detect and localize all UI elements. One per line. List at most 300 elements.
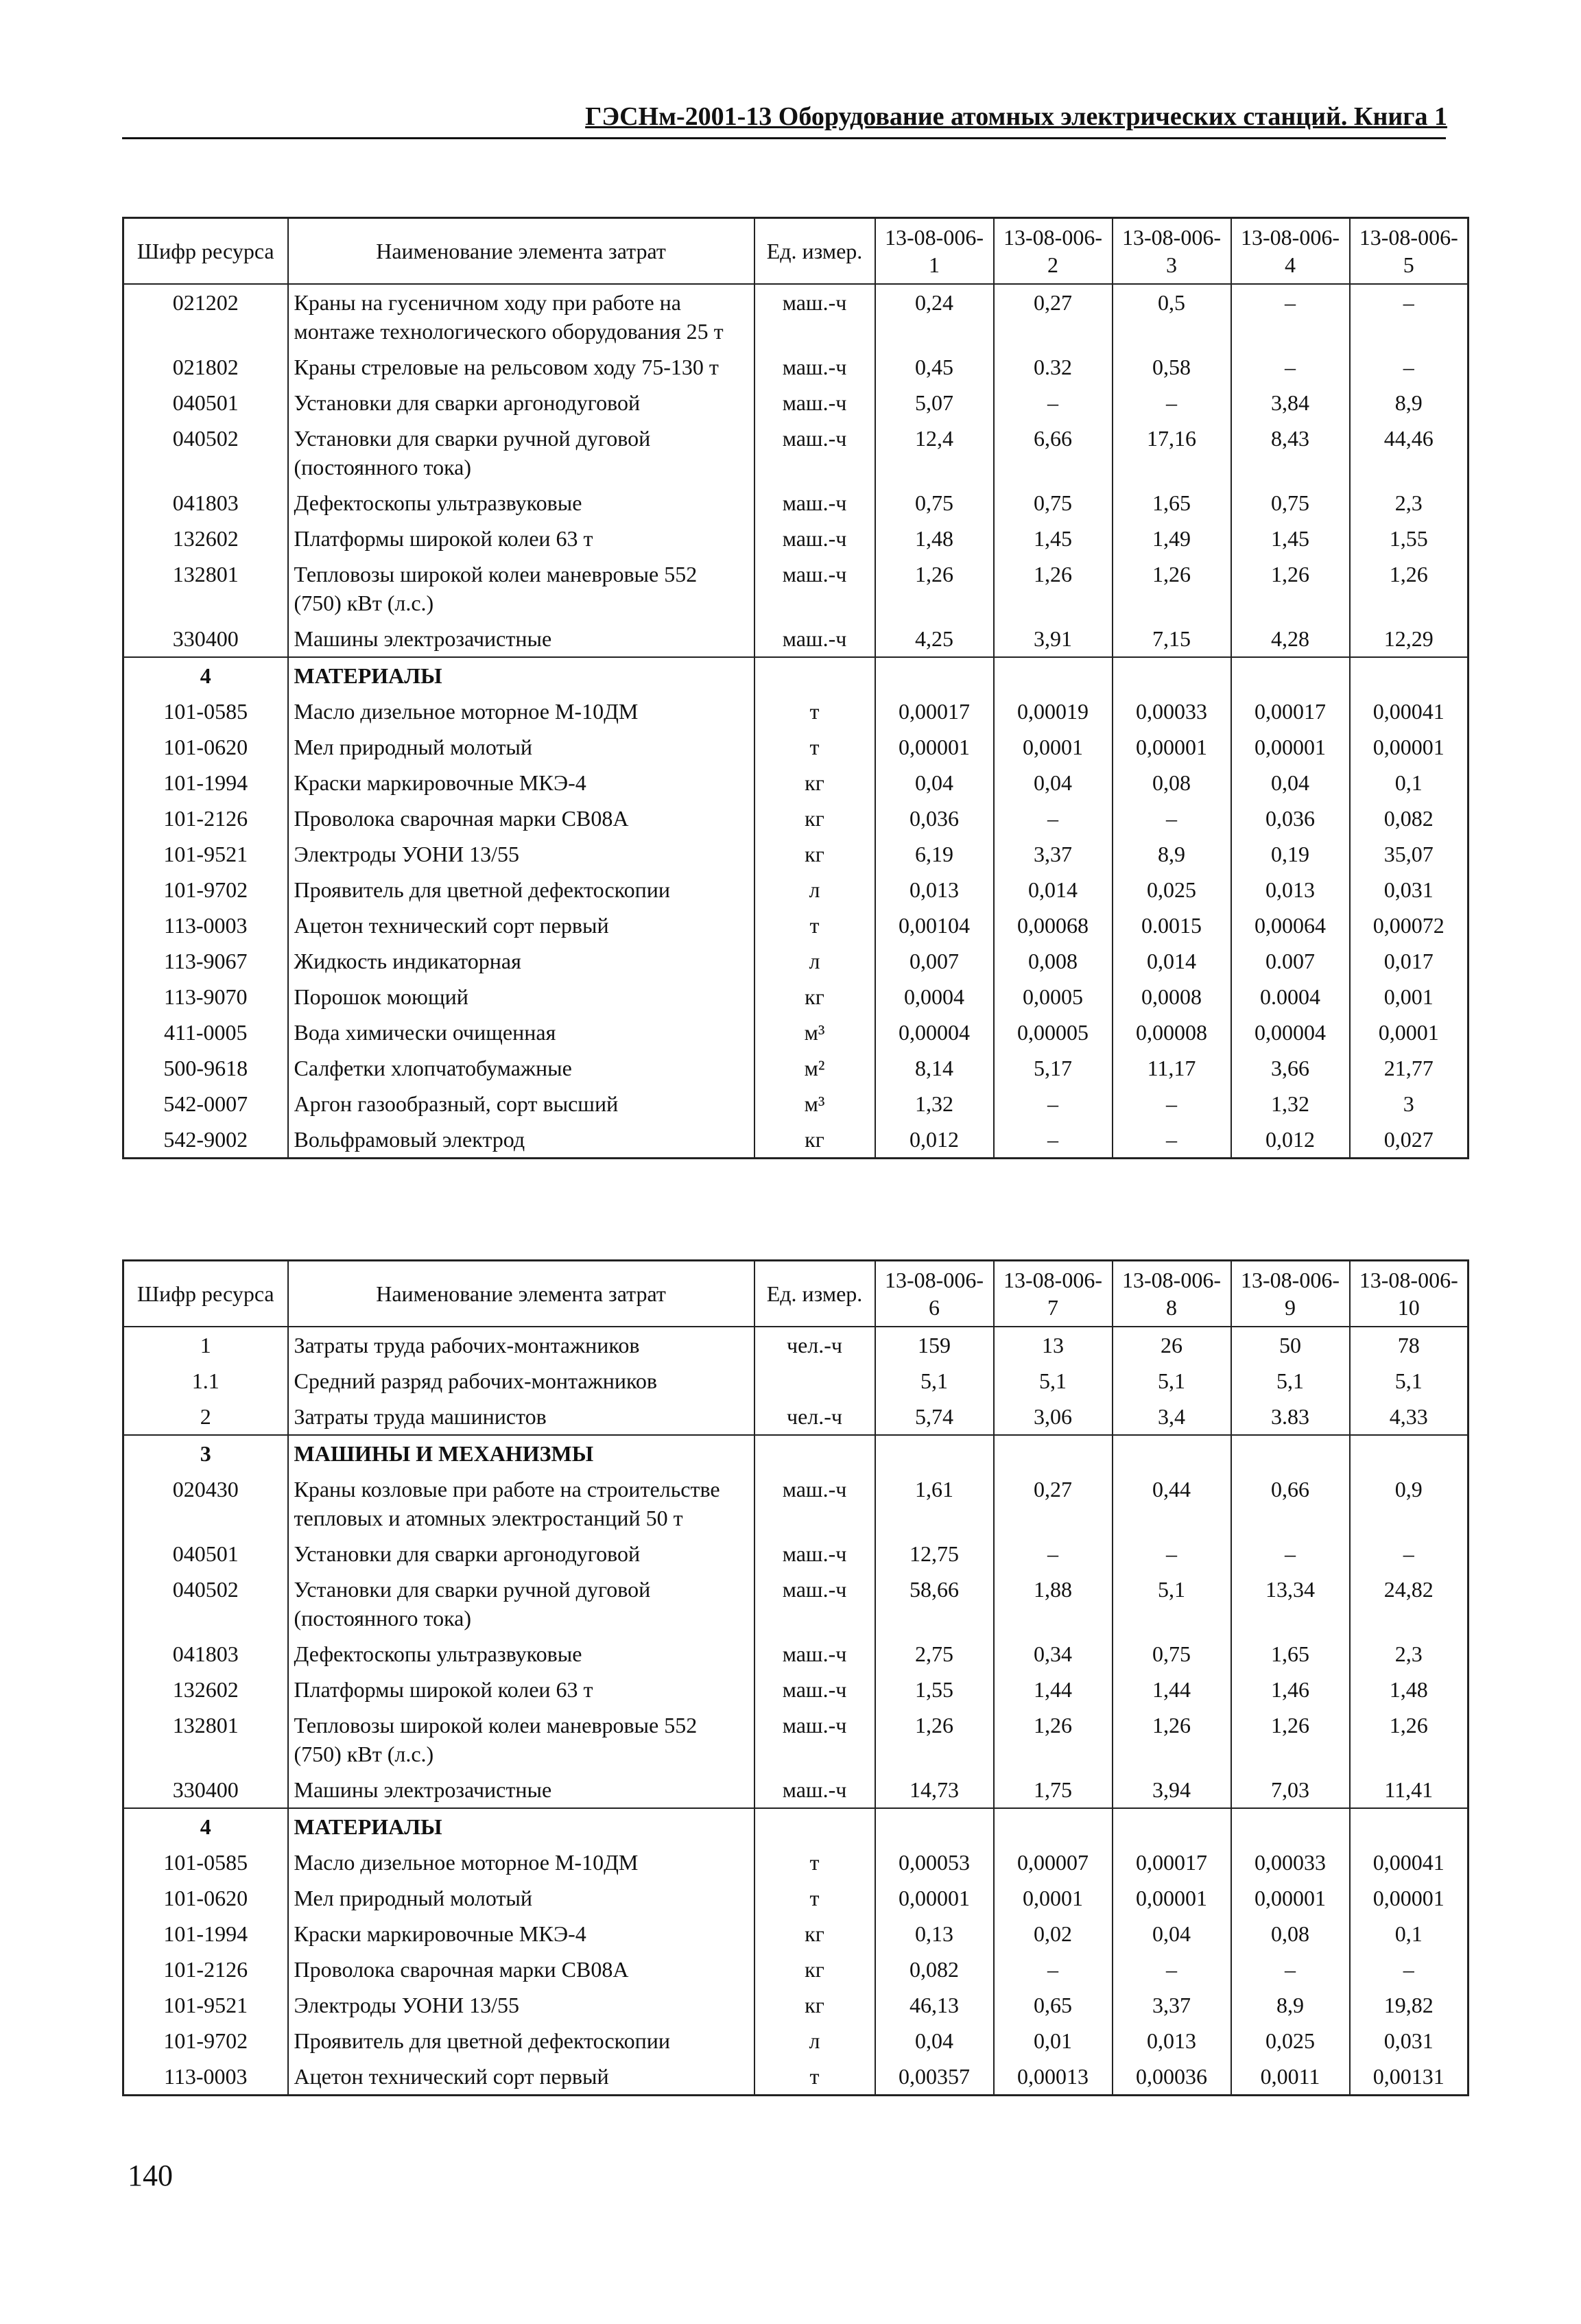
table-row: [123, 1916, 1469, 1952]
value-cell: 1,26: [1231, 1707, 1350, 1772]
table-row: [123, 621, 1469, 657]
resource-code: 101-2126: [123, 1952, 288, 1987]
cost-element-name: Установки для сварки аргонодуговой: [288, 385, 754, 420]
value-cell: 0,0011: [1231, 2059, 1350, 2096]
table-row: [123, 801, 1469, 836]
column-header: Наименование элемента затрат: [288, 218, 754, 285]
value-cell: 3,37: [994, 836, 1113, 872]
value-cell: 0,00131: [1350, 2059, 1469, 2096]
value-cell: 0,04: [875, 2023, 994, 2059]
value-cell: 1,61: [875, 1471, 994, 1536]
unit-cell: маш.-ч: [754, 385, 875, 420]
value-cell: 4,25: [875, 621, 994, 657]
value-cell: 0,00001: [1113, 729, 1231, 765]
value-cell: 0,00001: [1231, 1880, 1350, 1916]
table-body: [123, 1327, 1469, 2096]
value-cell: 44,46: [1350, 420, 1469, 485]
column-header: Ед. измер.: [754, 218, 875, 285]
value-cell: 0.0004: [1231, 979, 1350, 1015]
resource-code: 4: [123, 657, 288, 693]
value-cell: 0,0001: [1350, 1015, 1469, 1050]
value-cell: –: [1113, 801, 1231, 836]
table-row: [123, 1672, 1469, 1707]
column-header: 13-08-006-2: [994, 218, 1113, 285]
resource-code: 021802: [123, 349, 288, 385]
value-cell: 0,00064: [1231, 908, 1350, 943]
table-row: [123, 1707, 1469, 1772]
page-title: ГЭСНм-2001-13 Оборудование атомных электрических станций. Книга 1: [585, 102, 1447, 131]
value-cell: 0,012: [1231, 1122, 1350, 1159]
value-cell: 0,082: [875, 1952, 994, 1987]
value-cell: 4,33: [1350, 1399, 1469, 1435]
value-cell: 1,55: [875, 1672, 994, 1707]
cost-element-name: Краны стреловые на рельсовом ходу 75-130 т: [288, 349, 754, 385]
column-header: Наименование элемента затрат: [288, 1261, 754, 1327]
value-cell: 58,66: [875, 1572, 994, 1636]
unit-cell: чел.-ч: [754, 1327, 875, 1363]
value-cell: 5,1: [1231, 1363, 1350, 1399]
resource-code: 101-0620: [123, 1880, 288, 1916]
value-cell: 1,45: [994, 521, 1113, 556]
value-cell: [1113, 657, 1231, 693]
value-cell: 0,00005: [994, 1015, 1113, 1050]
value-cell: 0,1: [1350, 1916, 1469, 1952]
value-cell: 0,00004: [875, 1015, 994, 1050]
value-cell: 0,00004: [1231, 1015, 1350, 1050]
column-header: 13-08-006-1: [875, 218, 994, 285]
value-cell: 0,0001: [994, 729, 1113, 765]
value-cell: 3,66: [1231, 1050, 1350, 1086]
value-cell: 1,88: [994, 1572, 1113, 1636]
column-header: 13-08-006-6: [875, 1261, 994, 1327]
title-rule: [122, 137, 1446, 139]
cost-element-name: Краски маркировочные МКЭ-4: [288, 1916, 754, 1952]
value-cell: [1231, 1435, 1350, 1471]
value-cell: 0,00104: [875, 908, 994, 943]
column-header: 13-08-006-4: [1231, 218, 1350, 285]
value-cell: 0,025: [1231, 2023, 1350, 2059]
value-cell: 3,4: [1113, 1399, 1231, 1435]
value-cell: 0,75: [875, 485, 994, 521]
value-cell: –: [994, 801, 1113, 836]
resource-code: 542-9002: [123, 1122, 288, 1159]
value-cell: 3,84: [1231, 385, 1350, 420]
page-number: 140: [128, 2159, 173, 2192]
unit-cell: [754, 1435, 875, 1471]
value-cell: 0,00013: [994, 2059, 1113, 2096]
cost-element-name: Аргон газообразный, сорт высший: [288, 1086, 754, 1122]
cost-element-name: Тепловозы широкой колеи маневровые 552 (750) кВт (л.с.): [288, 556, 754, 621]
value-cell: 5,1: [994, 1363, 1113, 1399]
value-cell: 3: [1350, 1086, 1469, 1122]
value-cell: 1,26: [1350, 1707, 1469, 1772]
value-cell: 0,00008: [1113, 1015, 1231, 1050]
value-cell: 8,9: [1113, 836, 1231, 872]
value-cell: 1,49: [1113, 521, 1231, 556]
table-row: [123, 765, 1469, 801]
value-cell: 0,04: [875, 765, 994, 801]
value-cell: 0,00357: [875, 2059, 994, 2096]
cost-element-name: Мел природный молотый: [288, 729, 754, 765]
resource-code: 3: [123, 1435, 288, 1471]
value-cell: 3,06: [994, 1399, 1113, 1435]
value-cell: 13: [994, 1327, 1113, 1363]
value-cell: 1,26: [875, 556, 994, 621]
value-cell: 0,08: [1231, 1916, 1350, 1952]
unit-cell: т: [754, 908, 875, 943]
value-cell: 0,65: [994, 1987, 1113, 2023]
value-cell: 12,29: [1350, 621, 1469, 657]
cost-element-name: Дефектоскопы ультразвуковые: [288, 1636, 754, 1672]
value-cell: 5,07: [875, 385, 994, 420]
table-row: [123, 1845, 1469, 1880]
value-cell: 1,48: [1350, 1672, 1469, 1707]
value-cell: 0,34: [994, 1636, 1113, 1672]
value-cell: 0,9: [1350, 1471, 1469, 1536]
column-header: Шифр ресурса: [123, 218, 288, 285]
resource-code: 101-9702: [123, 2023, 288, 2059]
value-cell: –: [994, 1536, 1113, 1572]
value-cell: 50: [1231, 1327, 1350, 1363]
value-cell: 1,46: [1231, 1672, 1350, 1707]
resource-code: 500-9618: [123, 1050, 288, 1086]
value-cell: 0,082: [1350, 801, 1469, 836]
value-cell: 0,025: [1113, 872, 1231, 908]
cost-element-name: Установки для сварки ручной дуговой (постоянного тока): [288, 420, 754, 485]
value-cell: 1,26: [1113, 556, 1231, 621]
value-cell: [875, 657, 994, 693]
cost-element-name: Средний разряд рабочих-монтажников: [288, 1363, 754, 1399]
value-cell: 1,55: [1350, 521, 1469, 556]
value-cell: 0,012: [875, 1122, 994, 1159]
resource-code: 411-0005: [123, 1015, 288, 1050]
value-cell: 0,036: [1231, 801, 1350, 836]
resource-table-1: [122, 217, 1469, 1159]
cost-element-name: Ацетон технический сорт первый: [288, 2059, 754, 2096]
table-row: [123, 2023, 1469, 2059]
cost-element-name: Вода химически очищенная: [288, 1015, 754, 1050]
value-cell: [875, 1435, 994, 1471]
cost-element-name: Платформы широкой колеи 63 т: [288, 521, 754, 556]
value-cell: 0,45: [875, 349, 994, 385]
value-cell: 0,04: [1231, 765, 1350, 801]
unit-cell: кг: [754, 1122, 875, 1159]
table-row: [123, 729, 1469, 765]
value-cell: 0,00007: [994, 1845, 1113, 1880]
value-cell: 0,04: [994, 765, 1113, 801]
value-cell: 5,1: [1113, 1572, 1231, 1636]
value-cell: 12,75: [875, 1536, 994, 1572]
value-cell: 1,26: [994, 556, 1113, 621]
value-cell: 0,58: [1113, 349, 1231, 385]
value-cell: 5,1: [1113, 1363, 1231, 1399]
value-cell: 0,014: [1113, 943, 1231, 979]
table-row: [123, 1015, 1469, 1050]
resource-code: 101-0620: [123, 729, 288, 765]
table-row: [123, 1050, 1469, 1086]
resource-code: 132801: [123, 556, 288, 621]
table-row: [123, 2059, 1469, 2096]
unit-cell: т: [754, 1845, 875, 1880]
value-cell: –: [1113, 1086, 1231, 1122]
unit-cell: [754, 657, 875, 693]
value-cell: –: [1231, 1536, 1350, 1572]
value-cell: 8,9: [1350, 385, 1469, 420]
resource-table-2: [122, 1259, 1469, 2096]
value-cell: [1113, 1808, 1231, 1845]
unit-cell: л: [754, 2023, 875, 2059]
value-cell: 17,16: [1113, 420, 1231, 485]
value-cell: 7,15: [1113, 621, 1231, 657]
unit-cell: маш.-ч: [754, 1707, 875, 1772]
cost-element-name: Затраты труда рабочих-монтажников: [288, 1327, 754, 1363]
value-cell: 1,32: [875, 1086, 994, 1122]
value-cell: 0,44: [1113, 1471, 1231, 1536]
value-cell: 0,5: [1113, 284, 1231, 349]
value-cell: 0,031: [1350, 872, 1469, 908]
unit-cell: кг: [754, 1987, 875, 2023]
value-cell: 6,19: [875, 836, 994, 872]
resource-code: 020430: [123, 1471, 288, 1536]
unit-cell: кг: [754, 765, 875, 801]
value-cell: 13,34: [1231, 1572, 1350, 1636]
value-cell: [1231, 657, 1350, 693]
column-header: 13-08-006-5: [1350, 218, 1469, 285]
resource-code: 113-0003: [123, 908, 288, 943]
value-cell: 0,027: [1350, 1122, 1469, 1159]
value-cell: 0,00001: [1231, 729, 1350, 765]
table-row: [123, 1399, 1469, 1435]
resource-code: 113-9067: [123, 943, 288, 979]
table-row: [123, 521, 1469, 556]
table-row: [123, 1636, 1469, 1672]
unit-cell: [754, 1363, 875, 1399]
table-row: [123, 1536, 1469, 1572]
value-cell: 0,014: [994, 872, 1113, 908]
value-cell: 0,27: [994, 284, 1113, 349]
value-cell: 5,1: [875, 1363, 994, 1399]
value-cell: 5,1: [1350, 1363, 1469, 1399]
value-cell: 0,27: [994, 1471, 1113, 1536]
value-cell: 3,37: [1113, 1987, 1231, 2023]
value-cell: 0,00001: [875, 1880, 994, 1916]
table-row: [123, 420, 1469, 485]
cost-element-name: Тепловозы широкой колеи маневровые 552 (750) кВт (л.с.): [288, 1707, 754, 1772]
value-cell: 7,03: [1231, 1772, 1350, 1808]
value-cell: –: [1113, 1536, 1231, 1572]
column-header: 13-08-006-10: [1350, 1261, 1469, 1327]
value-cell: 0,031: [1350, 2023, 1469, 2059]
value-cell: 0,036: [875, 801, 994, 836]
section-row: [123, 1808, 1469, 1845]
table-row: [123, 1987, 1469, 2023]
table-row: [123, 1880, 1469, 1916]
table-header: [123, 1261, 1469, 1327]
column-header: 13-08-006-7: [994, 1261, 1113, 1327]
value-cell: 1,26: [1350, 556, 1469, 621]
value-cell: 5,17: [994, 1050, 1113, 1086]
value-cell: 0,00001: [875, 729, 994, 765]
value-cell: 24,82: [1350, 1572, 1469, 1636]
value-cell: –: [1231, 349, 1350, 385]
table-row: [123, 1572, 1469, 1636]
unit-cell: кг: [754, 836, 875, 872]
cost-element-name: Краски маркировочные МКЭ-4: [288, 765, 754, 801]
cost-element-name: Жидкость индикаторная: [288, 943, 754, 979]
value-cell: 0,0005: [994, 979, 1113, 1015]
unit-cell: м²: [754, 1050, 875, 1086]
unit-cell: маш.-ч: [754, 1572, 875, 1636]
table-row: [123, 979, 1469, 1015]
column-header: 13-08-006-9: [1231, 1261, 1350, 1327]
value-cell: 0,013: [1113, 2023, 1231, 2059]
value-cell: 0,0008: [1113, 979, 1231, 1015]
value-cell: 78: [1350, 1327, 1469, 1363]
value-cell: 26: [1113, 1327, 1231, 1363]
value-cell: 1,44: [1113, 1672, 1231, 1707]
table-row: [123, 349, 1469, 385]
unit-cell: т: [754, 1880, 875, 1916]
section-row: [123, 657, 1469, 693]
value-cell: [994, 1435, 1113, 1471]
value-cell: 12,4: [875, 420, 994, 485]
cost-element-name: Краны козловые при работе на строительстве тепловых и атомных электростанций 50 т: [288, 1471, 754, 1536]
unit-cell: чел.-ч: [754, 1399, 875, 1435]
value-cell: 1,26: [1113, 1707, 1231, 1772]
unit-cell: л: [754, 872, 875, 908]
resource-code: 2: [123, 1399, 288, 1435]
resource-code: 330400: [123, 1772, 288, 1808]
table-row: [123, 1122, 1469, 1159]
value-cell: [994, 1808, 1113, 1845]
value-cell: –: [1350, 1952, 1469, 1987]
resource-code: 113-9070: [123, 979, 288, 1015]
value-cell: [994, 657, 1113, 693]
value-cell: 0,0004: [875, 979, 994, 1015]
table-header: [123, 218, 1469, 285]
value-cell: 0,1: [1350, 765, 1469, 801]
value-cell: 0,013: [875, 872, 994, 908]
value-cell: 3,91: [994, 621, 1113, 657]
unit-cell: [754, 1808, 875, 1845]
value-cell: 0,0001: [994, 1880, 1113, 1916]
value-cell: 1,75: [994, 1772, 1113, 1808]
value-cell: 0,04: [1113, 1916, 1231, 1952]
cost-element-name: Проволока сварочная марки СВ08А: [288, 801, 754, 836]
cost-element-name: Краны на гусеничном ходу при работе на монтаже технологического оборудования 25 т: [288, 284, 754, 349]
table-row: [123, 1327, 1469, 1363]
value-cell: 0,00001: [1113, 1880, 1231, 1916]
cost-element-name: Установки для сварки ручной дуговой (постоянного тока): [288, 1572, 754, 1636]
value-cell: –: [1231, 1952, 1350, 1987]
value-cell: 0,00068: [994, 908, 1113, 943]
resource-code: 132602: [123, 521, 288, 556]
table-row: [123, 485, 1469, 521]
value-cell: 0,013: [1231, 872, 1350, 908]
value-cell: –: [1231, 284, 1350, 349]
resource-code: 132602: [123, 1672, 288, 1707]
resource-code: 113-0003: [123, 2059, 288, 2096]
cost-element-name: Вольфрамовый электрод: [288, 1122, 754, 1159]
table-row: [123, 1471, 1469, 1536]
resource-code: 021202: [123, 284, 288, 349]
column-header: 13-08-006-8: [1113, 1261, 1231, 1327]
value-cell: 1,26: [1231, 556, 1350, 621]
section-row: [123, 1435, 1469, 1471]
resource-code: 101-9702: [123, 872, 288, 908]
value-cell: –: [994, 1122, 1113, 1159]
cost-element-name: Масло дизельное моторное М-10ДМ: [288, 1845, 754, 1880]
value-cell: 3,94: [1113, 1772, 1231, 1808]
value-cell: 1,44: [994, 1672, 1113, 1707]
unit-cell: маш.-ч: [754, 284, 875, 349]
value-cell: –: [994, 1086, 1113, 1122]
value-cell: 0,00019: [994, 693, 1113, 729]
table-row: [123, 1772, 1469, 1808]
value-cell: 8,9: [1231, 1987, 1350, 2023]
cost-element-name: Проволока сварочная марки СВ08А: [288, 1952, 754, 1987]
resource-code: 542-0007: [123, 1086, 288, 1122]
unit-cell: маш.-ч: [754, 349, 875, 385]
value-cell: 0,02: [994, 1916, 1113, 1952]
unit-cell: маш.-ч: [754, 1536, 875, 1572]
resource-code: 132801: [123, 1707, 288, 1772]
column-header: Шифр ресурса: [123, 1261, 288, 1327]
unit-cell: маш.-ч: [754, 621, 875, 657]
resource-code: 101-0585: [123, 693, 288, 729]
value-cell: 0,24: [875, 284, 994, 349]
resource-code: 040502: [123, 1572, 288, 1636]
value-cell: 0,001: [1350, 979, 1469, 1015]
value-cell: 0,00041: [1350, 693, 1469, 729]
value-cell: 6,66: [994, 420, 1113, 485]
value-cell: 1,65: [1113, 485, 1231, 521]
table-body: [123, 284, 1469, 1159]
cost-element-name: Электроды УОНИ 13/55: [288, 1987, 754, 2023]
table-row: [123, 1086, 1469, 1122]
table-row: [123, 943, 1469, 979]
resource-code: 041803: [123, 485, 288, 521]
value-cell: 3.83: [1231, 1399, 1350, 1435]
unit-cell: л: [754, 943, 875, 979]
value-cell: 1,32: [1231, 1086, 1350, 1122]
unit-cell: маш.-ч: [754, 1471, 875, 1536]
value-cell: [1231, 1808, 1350, 1845]
cost-element-name: Установки для сварки аргонодуговой: [288, 1536, 754, 1572]
unit-cell: маш.-ч: [754, 556, 875, 621]
value-cell: 0,007: [875, 943, 994, 979]
cost-element-name: Машины электрозачистные: [288, 1772, 754, 1808]
value-cell: 1,65: [1231, 1636, 1350, 1672]
value-cell: 0.007: [1231, 943, 1350, 979]
unit-cell: т: [754, 729, 875, 765]
table-row: [123, 556, 1469, 621]
resource-code: 101-0585: [123, 1845, 288, 1880]
cost-element-name: Масло дизельное моторное М-10ДМ: [288, 693, 754, 729]
table-row: [123, 836, 1469, 872]
value-cell: 21,77: [1350, 1050, 1469, 1086]
column-header: 13-08-006-3: [1113, 218, 1231, 285]
unit-cell: кг: [754, 979, 875, 1015]
cost-element-name: Дефектоскопы ультразвуковые: [288, 485, 754, 521]
value-cell: 0,19: [1231, 836, 1350, 872]
value-cell: 2,3: [1350, 1636, 1469, 1672]
resource-code: 101-9521: [123, 1987, 288, 2023]
value-cell: 46,13: [875, 1987, 994, 2023]
unit-cell: т: [754, 693, 875, 729]
value-cell: [1113, 1435, 1231, 1471]
resource-code: 101-9521: [123, 836, 288, 872]
